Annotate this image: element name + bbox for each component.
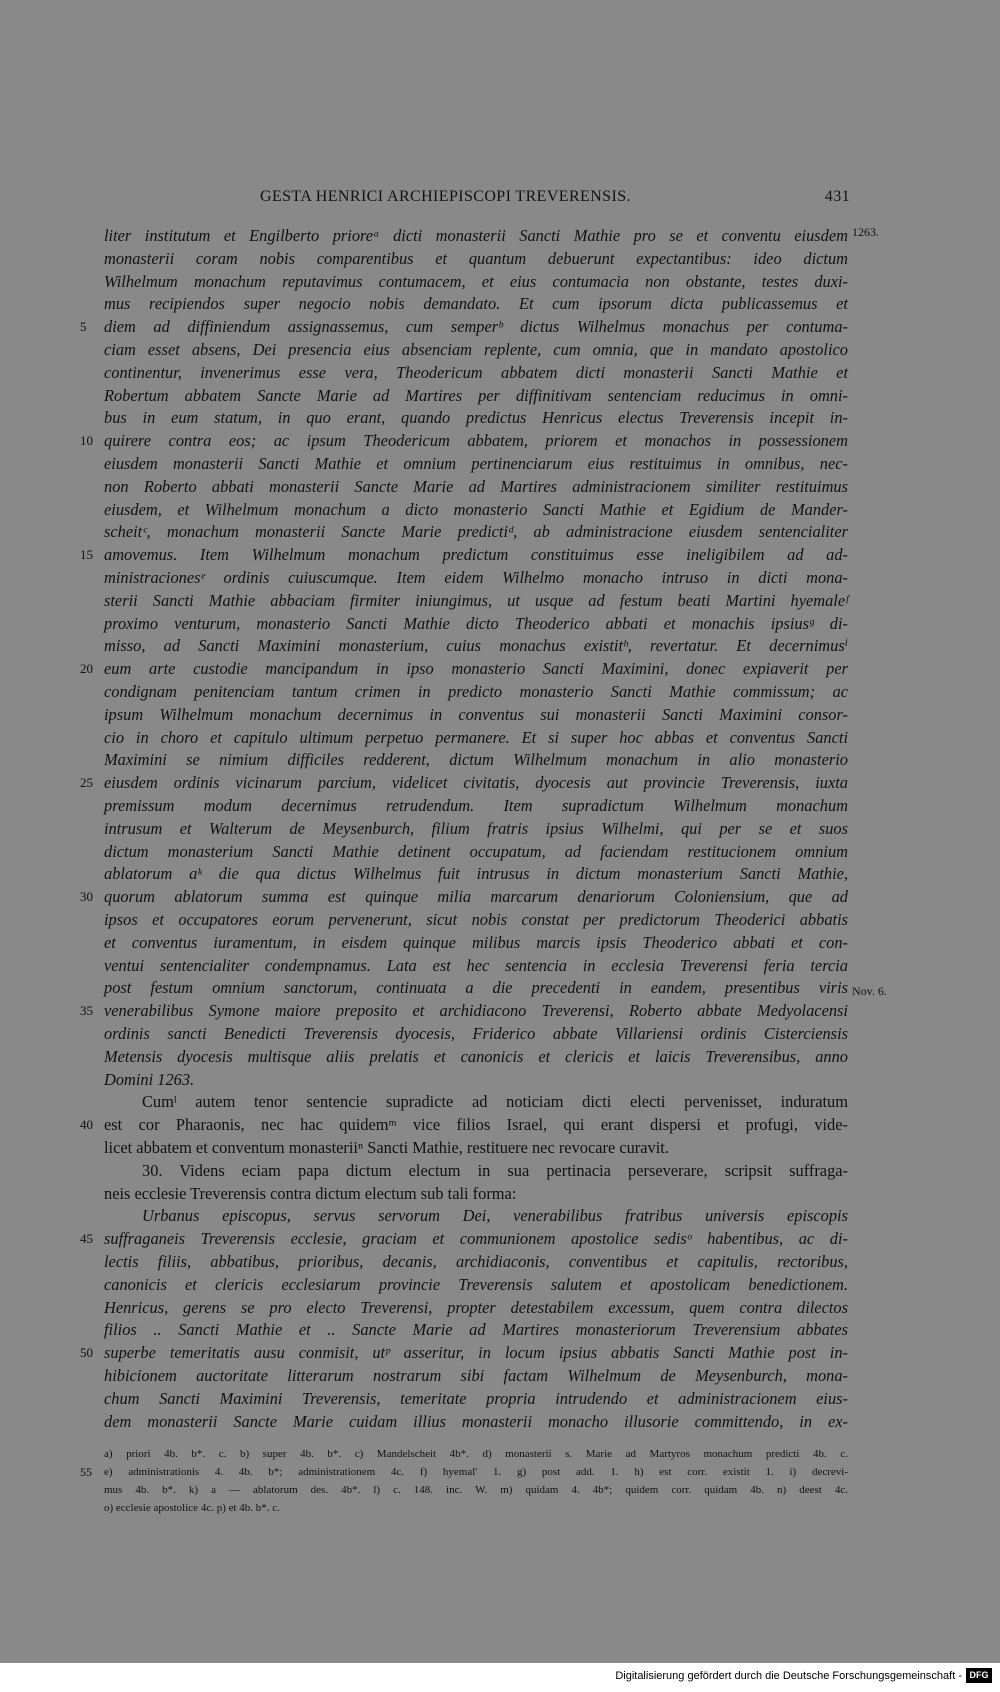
body-line: ciam esset absens, Dei presencia eius absenciam replente, cum omnia, que in mandato apostolico xyxy=(104,340,848,359)
page-number: 431 xyxy=(824,188,850,205)
body-line: lectis filiis, abbatibus, prioribus, decanis, archidiaconis, conventibus et capitulis, rectoribus, xyxy=(104,1252,848,1271)
body-line: eiusdem, et Wilhelmum monachum a dicto monasterio Sancti Mathie et Egidium de Mander- xyxy=(104,499,848,519)
line-number: 5 xyxy=(80,319,87,335)
body-line: liter institutum et Engilberto prioreᵃ dicti monasterii Sancti Mathie pro se et conventu eiusdem xyxy=(104,226,848,245)
body-line: eiusdem monasterii Sancti Mathie et omnium pertinenciarum eius restituimus in omnibus, nec- xyxy=(104,454,848,473)
footnote-line: a) priori 4b. b*. c. b) super 4b. b*. c) Mandelscheit 4b*. d) monasterii s. Marie ad Martyros monachum predicti 4b. c. xyxy=(104,1448,848,1460)
line-number: 25 xyxy=(80,775,93,791)
body-line: ministracionesᵉ ordinis cuiuscumque. Item eidem Wilhelmo monacho intruso in dicti mona- xyxy=(104,568,848,587)
body-line: Henricus, gerens se pro electo Treverensi, propter detestabilem excessum, quem contra dilectos xyxy=(104,1297,848,1317)
line-number: 50 xyxy=(80,1345,93,1361)
body-line: diem ad diffiniendum assignassemus, cum semperᵇ dictus Wilhelmus monachus per contuma- xyxy=(104,317,848,337)
body-line: neis ecclesie Treverensis contra dictum electum sub tali forma: xyxy=(104,1183,517,1203)
body-line: et conventus iuramentum, in eisdem quinque milibus marcis ipsis Theoderico abbati et con- xyxy=(104,932,848,952)
body-line: Cumˡ autem tenor sentencie supradicte ad noticiam dicti electi pervenisset, induratum xyxy=(142,1092,848,1112)
body-line: Urbanus episcopus, servus servorum Dei, venerabilibus fratribus universis episcopis xyxy=(142,1206,848,1226)
body-line: Metensis dyocesis multisque aliis prelatis et canonicis et clericis et laicis Treverensibus, anno xyxy=(104,1046,848,1066)
body-line: Robertum abbatem Sancte Marie ad Martires per diffinitivam sentenciam reducimus in omni- xyxy=(104,385,848,405)
footnote-line: mus 4b. b*. k) a — ablatorum des. 4b*. l) c. 148. inc. W. m) quidam 4. 4b*; quidem corr. quidam 4b. n) deest 4c. xyxy=(104,1484,848,1496)
footnote-line: o) ecclesie apostolice 4c. p) et 4b. b*. c. xyxy=(104,1502,280,1514)
line-number: 10 xyxy=(80,433,93,449)
line-number: 40 xyxy=(80,1117,93,1133)
body-line: est cor Pharaonis, nec hac quidemᵐ vice filios Israel, qui erant dispersi et profugi, vide- xyxy=(104,1115,848,1135)
line-number: 45 xyxy=(80,1231,93,1247)
body-line: dictum monasterium Sancti Mathie detinent occupatum, ad faciendam restitucionem omnium xyxy=(104,841,848,861)
body-line: chum Sancti Maximini Treverensis, temeritate propria intrudendo et administracionem eius- xyxy=(104,1388,848,1408)
dfg-logo: DFG xyxy=(966,1668,992,1683)
body-line: proximo venturum, monasterio Sancti Mathie dicto Theoderico abbati et monachis ipsiusᵍ di- xyxy=(104,613,848,633)
body-line: intrusum et Walterum de Meysenburch, filium fratris ipsius Wilhelmi, qui per se et suos xyxy=(104,818,848,838)
line-number: 15 xyxy=(80,547,93,563)
margin-year: 1263. xyxy=(852,225,879,239)
body-line: eum arte custodie mancipandum in ipso monasterio Sancti Maximini, donec expiaverit per xyxy=(104,659,848,679)
running-title: GESTA HENRICI ARCHIEPISCOPI TREVERENSIS. xyxy=(260,188,631,205)
footnote-line: e) administrationis 4. 4b. b*; administrationem 4c. f) hyemal' 1. g) post add. 1. h) est corr. existit 1. i) decrevi- xyxy=(104,1466,848,1478)
funding-credit: Digitalisierung gefördert durch die Deutsche Forschungsgemeinschaft - xyxy=(615,1670,962,1682)
margin-date: Nov. 6. xyxy=(852,984,887,998)
body-line: quirere contra eos; ac ipsum Theodericum abbatem, priorem et monachos in possessionem xyxy=(104,431,848,451)
body-line: suffraganeis Treverensis ecclesie, graciam et communionem apostolice sedisᵒ habentibus, ac di- xyxy=(104,1229,848,1249)
body-line: continentur, invenerimus esse vera, Theodericum abbatem dicti monasterii Sancti Mathie et xyxy=(104,362,848,382)
body-line: premissum modum decernimus retrudendum. Item supradictum Wilhelmum monachum xyxy=(104,796,848,815)
line-number: 55 xyxy=(80,1465,92,1479)
body-line: cio in choro et capitulo ultimum perpetuo permanere. Et si super hoc abbas et conventus Sancti xyxy=(104,727,848,747)
body-line: sterii Sancti Mathie abbaciam firmiter iniungimus, ut usque ad festum beati Martini hyemaleᶠ xyxy=(104,590,848,610)
body-line: amovemus. Item Wilhelmum monachum predictum constituimus esse ineligibilem ad ad- xyxy=(104,545,848,565)
body-line: mus recipiendos super negocio nobis demandato. Et cum ipsorum dicta publicassemus et xyxy=(104,294,848,314)
body-line: ablatorum aᵏ die qua dictus Wilhelmus fuit intrusus in dictum monasterium Sancti Mathie, xyxy=(104,864,848,884)
body-line: venerabilibus Symone maiore preposito et archidiacono Treverensi, Roberto abbate Medyolacensi xyxy=(104,1001,848,1021)
body-line: canonicis et clericis ecclesiarum provincie Treverensis salutem et apostolicam benedictionem. xyxy=(104,1274,848,1294)
body-line: licet abbatem et conventum monasteriiⁿ Sancti Mathie, restituere nec revocare curavit. xyxy=(104,1138,669,1157)
body-line: superbe temeritatis ausu conmisit, utᵖ asseritur, in locum ipsius abbatis Sancti Mathie post in- xyxy=(104,1343,848,1363)
body-line: eiusdem ordinis vicinarum parcium, videlicet civitatis, dyocesis aut provincie Treverensis, iuxta xyxy=(104,773,848,793)
line-number: 30 xyxy=(80,889,93,905)
body-line: scheitᶜ, monachum monasterii Sancte Marie predictiᵈ, ab administracione eiusdem sentencialiter xyxy=(104,522,848,542)
body-line: ordinis sancti Benedicti Treverensis dyocesis, Friderico abbate Villariensi ordinis Cisterciensis xyxy=(104,1024,848,1043)
running-head xyxy=(260,188,850,206)
line-number: 20 xyxy=(80,661,93,677)
body-line: quorum ablatorum summa est quinque milia marcarum denariorum Coloniensium, que ad xyxy=(104,887,848,907)
body-line: hibicionem auctoritate litterarum nostrarum sibi factam Wilhelmum de Meysenburch, mona- xyxy=(104,1366,848,1385)
body-line: ipsos et occupatores eorum pervenerunt, sicut nobis constat per predictorum Theoderici abbatis xyxy=(104,910,848,929)
body-line: ventui sentencialiter condempnamus. Lata est hec sentencia in ecclesia Treverensi feria tercia xyxy=(104,955,848,975)
line-number: 35 xyxy=(80,1003,93,1019)
body-line: 30. Videns eciam papa dictum electum in sua pertinacia perseverare, scripsit suffraga- xyxy=(142,1160,848,1180)
body-line: Wilhelmum monachum reputavimus contumacem, et eius contumacia non obstante, testes duxi- xyxy=(104,271,848,291)
body-line: post festum omnium sanctorum, continuata a die precedenti in eandem, presentibus viris xyxy=(104,978,848,998)
body-line: non Roberto abbati monasterii Sancte Marie ad Martires administracionem similiter restituimus xyxy=(104,476,848,496)
body-line: condignam penitenciam tantum crimen in predicto monasterio Sancti Mathie commissum; ac xyxy=(104,682,848,701)
body-line: misso, ad Sancti Maximini monasterium, cuius monachus existitʰ, revertatur. Et decernimusⁱ xyxy=(104,636,848,656)
body-line: bus in eum statum, in quo erant, quando predictus Henricus electus Treverensis incepit in- xyxy=(104,408,848,428)
digitization-footer xyxy=(0,1663,1000,1692)
body-line: monasterii coram nobis comparentibus et quantum debuerunt expectantibus: ideo dictum xyxy=(104,248,848,268)
body-line: Domini 1263. xyxy=(104,1069,195,1089)
body-line: ipsum Wilhelmum monachum decernimus in conventus sui monasterii Sancti Maximini consor- xyxy=(104,704,848,724)
body-line: filios .. Sancti Mathie et .. Sancte Marie ad Martires monasteriorum Treverensium abbates xyxy=(104,1320,848,1340)
body-line: Maximini se nimium difficiles redderent, dictum Wilhelmum monachum in alio monasterio xyxy=(104,750,848,770)
body-line: dem monasterii Sancte Marie cuidam illius monasterii monacho illusorie committendo, in ex- xyxy=(104,1411,848,1431)
